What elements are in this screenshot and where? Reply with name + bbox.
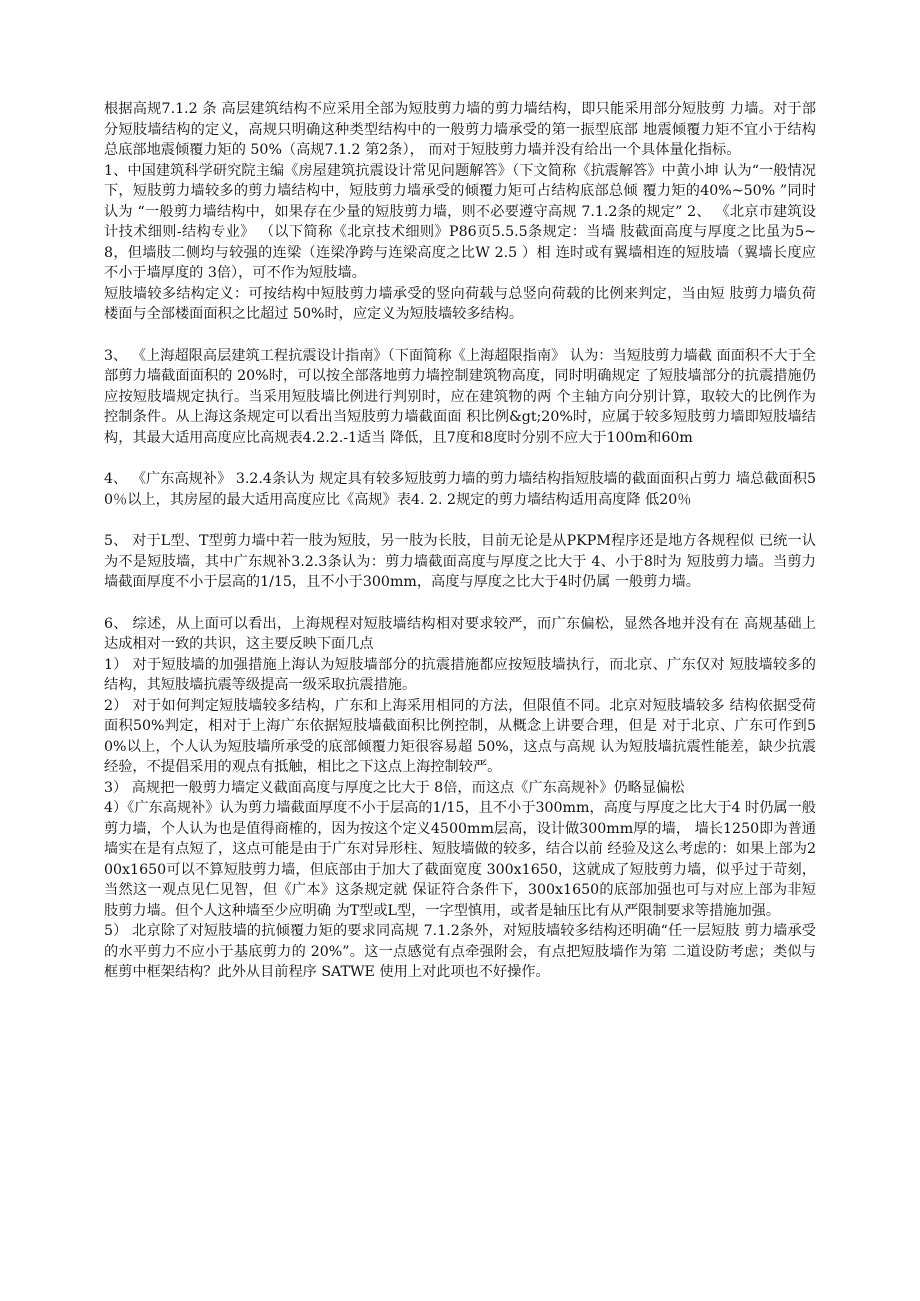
paragraph-item-1-2: 1、中国建筑科学研究院主编《房屋建筑抗震设计常见问题解答》（下文简称《抗震解答》中黄小坤 认为“一般情况下，短肢剪力墙较多的剪力墙结构中，短肢剪力墙承受的倾覆力矩可占结构底部总倾 覆力矩的40%~50% ”同时认为 “一般剪力墙结构中，如果存在少量的短肢剪力墙，则不必要遵守高规 7.1.2条的规定” 2、 《北京市建筑设计技术细则-结构专业》 （以下简称《北京技术细则》P86页5.5.5条规定：当墙 肢截面高度与厚度之比虽为5~8，但墙肢二侧均与较强的连梁（连梁净跨与连梁高度之比W 2.5 ）相 连时或有翼墙相连的短肢墙（翼墙长度应不小于墙厚度的 3倍），可不作为短肢墙。 [104, 162, 816, 281]
paragraph-intro: 根据高规7.1.2 条 高层建筑结构不应采用全部为短肢剪力墙的剪力墙结构，即只能采用部分短肢剪 力墙。对于部分短肢墙结构的定义，高规只明确这种类型结构中的一般剪力墙承受的第一振型底部 地震倾覆力矩不宜小于结构总底部地震倾覆力矩的 50%（高规7.1.2 第2条）， 而对于短肢剪力墙并没有给出一个具体量化指标。 [104, 101, 816, 158]
paragraph-point-4: 4）《广东高规补》认为剪力墙截面厚度不小于层高的1/15，且不小于300mm，高度与厚度之比大于4 时仍属一般剪力墙，个人认为也是值得商榷的，因为按这个定义4500mm层高，设计做300mm厚的墙， 墙长1250即为普通墙实在是有点短了，这点可能是由于广东对异形柱、短肢墙做的较多，结合以前 经验及这么考虑的：如果上部为200x1650可以不算短肢剪力墙，但底部由于加大了截面宽度 300x1650，这就成了短肢剪力墙，似乎过于苛刻，当然这一观点见仁见智，但《广本》这条规定就 保证符合条件下，300x1650的底部加强也可与对应上部为非短肢剪力墙。但个人这种墙至少应明确 为T型或L型，一字型慎用，或者是轴压比有从严限制要求等措施加强。 [104, 800, 816, 919]
paragraph-item-5: 5、 对于L型、T型剪力墙中若一肢为短肢，另一肢为长肢，目前无论是从PKPM程序还是地方各规程似 已统一认为不是短肢墙，其中广东规补3.2.3条认为：剪力墙截面高度与厚度之比大于 4、小于8时为 短肢剪力墙。当剪力墙截面厚度不小于层高的1/15，且不小于300mm，高度与厚度之比大于4时仍属 一般剪力墙。 [104, 533, 816, 590]
paragraph-spacer [104, 593, 816, 614]
document-body [104, 99, 816, 983]
paragraph-spacer [104, 510, 816, 531]
paragraph-definition: 短肢墙较多结构定义：可按结构中短肢剪力墙承受的竖向荷载与总竖向荷载的比例来判定，当由短 肢剪力墙负荷楼面与全部楼面面积之比超过 50%时，应定义为短肢墙较多结构。 [104, 285, 816, 322]
paragraph-point-1: 1） 对于短肢墙的加强措施上海认为短肢墙部分的抗震措施都应按短肢墙执行，而北京、广东仅对 短肢墙较多的结构，其短肢墙抗震等级提高一级采取抗震措施。 [104, 656, 816, 693]
paragraph-item-6: 6、 综述，从上面可以看出，上海规程对短肢墙结构相对要求较严，而广东偏松，显然各地并没有在 高规基础上达成相对一致的共识，这主要反映下面几点 [104, 615, 816, 652]
paragraph-point-5: 5） 北京除了对短肢墙的抗倾覆力矩的要求同高规 7.1.2条外，对短肢墙较多结构还明确“任一层短肢 剪力墙承受的水平剪力不应小于基底剪力的 20%”。这一点感觉有点牵强附会，有点把短肢墙作为第 二道设防考虑；类似与框剪中框架结构？此外从目前程序 SATWE 使用上对此项也不好操作。 [104, 923, 816, 980]
paragraph-point-3: 3） 高规把一般剪力墙定义截面高度与厚度之比大于 8倍，而这点《广东高规补》仍略显偏松 [104, 779, 685, 796]
paragraph-spacer [104, 325, 816, 346]
paragraph-point-2: 2） 对于如何判定短肢墙较多结构，广东和上海采用相同的方法，但限值不同。北京对短肢墙较多 结构依据受荷面积50%判定，相对于上海广东依据短肢墙截面积比例控制，从概念上讲要合理，但是 对于北京、广东可作到50%以上，个人认为短肢墙所承受的底部倾覆力矩很容易超 50%，这点与高规 认为短肢墙抗震性能差，缺少抗震经验，不提倡采用的观点有抵触，相比之下这点上海控制较严。 [104, 697, 816, 775]
paragraph-item-3: 3、 《上海超限高层建筑工程抗震设计指南》（下面简称《上海超限指南》 认为：当短肢剪力墙截 面面积不大于全部剪力墙截面面积的 20%时，可以按全部落地剪力墙控制建筑物高度，同时明确规定 了短肢墙部分的抗震措施仍应按短肢墙规定执行。当采用短肢墙比例进行判别时，应在建筑物的两 个主轴方向分别计算，取较大的比例作为控制条件。从上海这条规定可以看出当短肢剪力墙截面面 积比例&gt;20%时，应属于较多短肢剪力墙即短肢墙结构，其最大适用高度应比高规表4.2.2.-1适当 降低，且7度和8度时分别不应大于100m和60m [104, 347, 816, 446]
paragraph-spacer [104, 448, 816, 469]
paragraph-item-4: 4、 《广东高规补》 3.2.4条认为 规定具有较多短肢剪力墙的剪力墙结构指短肢墙的截面面积占剪力 墙总截面积50％以上，其房屋的最大适用高度应比《高规》表4. 2. 2规定的剪力墙结构适用高度降 低20％ [104, 471, 816, 508]
